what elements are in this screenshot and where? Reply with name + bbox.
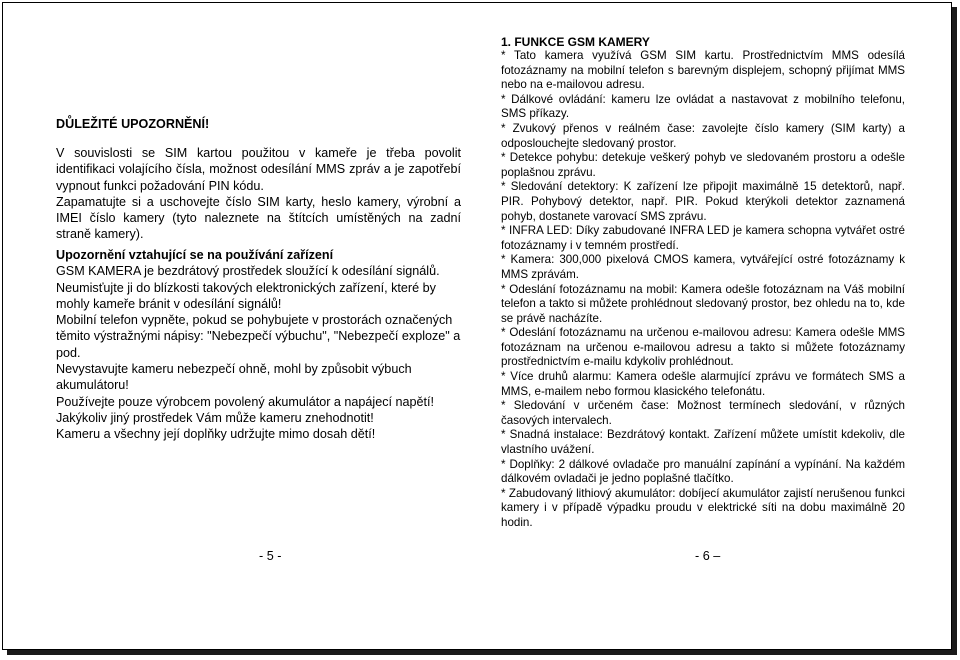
- page-left: [56, 3, 461, 649]
- feature-item: * INFRA LED: Díky zabudované INFRA LED je kamera schopna vytvářet ostré fotozáznamy i v temném prostředí.: [501, 224, 905, 252]
- warnings-heading: Upozornění vztahující se na používání zařízení: [56, 248, 334, 262]
- feature-item: * Dálkové ovládání: kameru lze ovládat a nastavovat z mobilního telefonu, SMS příkazy.: [501, 92, 905, 121]
- feature-item: * Sledování detektory: K zařízení lze připojit maximálně 15 detektorů, např. PIR. Pohybový detektor, např. PIR. Pokud kterýkoli detektor zaznamená pohyb, dostanete varovací SMS zprávu.: [501, 180, 905, 223]
- page-number-right: - 6 –: [695, 549, 721, 563]
- warning-item: GSM KAMERA je bezdrátový prostředek sloužící k odesílání signálů.: [56, 264, 440, 279]
- intro-paragraph: V souvislosti se SIM kartou použitou v kameře je třeba povolit identifikaci volajícího čísla, možnost odesílání MMS zpráv a je zapotřebí vypnout funkci požadování PIN kódu.: [56, 146, 461, 193]
- features-heading: 1. FUNKCE GSM KAMERY: [501, 35, 650, 49]
- features-section: [501, 35, 905, 531]
- document-sheet: [2, 2, 952, 650]
- intro-paragraph: Zapamatujte si a uschovejte číslo SIM karty, heslo kamery, výrobní a IMEI číslo kamery (tyto naleznete na štítcích umístěných na zadní straně kamery).: [56, 194, 461, 242]
- feature-item: * Odeslání fotozáznamu na určenou e-mailovou adresu: Kamera odešle MMS fotozáznam na určenou e-mailovou adresu a takto si můžete fotozáznamy prostřednictvím e-mailu kdykoliv prohlédnout.: [501, 326, 905, 369]
- feature-item: * Doplňky: 2 dálkové ovladače pro manuální zapínání a vypínání. Na každém dálkovém ovladači je jedno poplašné tlačítko.: [501, 457, 905, 486]
- feature-item: * Kamera: 300,000 pixelová CMOS kamera, vytvářející ostré fotozáznamy k MMS zprávám.: [501, 253, 905, 281]
- warning-item: Mobilní telefon vypněte, pokud se pohybujete v prostorách označených těmito výstražnými nápisy: "Nebezpečí výbuchu", "Nebezpečí exploze" a pod.: [56, 313, 461, 360]
- feature-item: * Detekce pohybu: detekuje veškerý pohyb ve sledovaném prostoru a odešle poplašnou zprávu.: [501, 151, 905, 179]
- feature-item: * Zvukový přenos v reálném čase: zavolejte číslo kamery (SIM karty) a odposlouchejte sledovaný prostor.: [501, 121, 905, 150]
- warning-item: Nevystavujte kameru nebezpečí ohně, mohl by způsobit výbuch akumulátoru!: [56, 362, 412, 393]
- page-right: [501, 3, 905, 649]
- page-number-left: - 5 -: [259, 549, 282, 563]
- feature-item: * Zabudovaný lithiový akumulátor: dobíjecí akumulátor zajistí nerušenou funkci kamery i v případě výpadku proudu v elektrické síti na dobu maximálně 20 hodin.: [501, 486, 905, 529]
- warning-item: Používejte pouze výrobcem povolený akumulátor a napájecí napětí!: [56, 394, 435, 409]
- warning-item: Neumisťujte ji do blízkosti takových elektronických zařízení, které by mohly kameře bránit v odesílání signálů!: [56, 280, 436, 311]
- important-notice-heading: DŮLEŽITÉ UPOZORNĚNÍ!: [56, 117, 210, 131]
- warning-item: Kameru a všechny její doplňky udržujte mimo dosah dětí!: [56, 427, 376, 442]
- feature-item: * Více druhů alarmu: Kamera odešle alarmující zprávu ve formátech SMS a MMS, e-mailem nebo formou klasického telefonátu.: [501, 370, 905, 398]
- usage-warnings: [56, 247, 461, 443]
- feature-item: * Sledování v určeném čase: Možnost termínech sledování, v různých časových intervalech.: [501, 399, 905, 427]
- feature-item: * Snadná instalace: Bezdrátový kontakt. Zařízení můžete umístit kdekoliv, dle vlastního uvážení.: [501, 428, 905, 457]
- feature-item: * Odeslání fotozáznamu na mobil: Kamera odešle fotozáznam na Váš mobilní telefon a takto si můžete prohlédnout sledovaný prostor, bez ohledu na to, kde se právě nacházíte.: [501, 282, 905, 325]
- feature-item: * Tato kamera využívá GSM SIM kartu. Prostřednictvím MMS odesílá fotozáznamy na mobilní telefon s barevným displejem, schopný přijímat MMS nebo na e-mailovou adresu.: [501, 49, 905, 92]
- left-intro: [56, 145, 461, 243]
- warning-item: Jakýkoliv jiný prostředek Vám může kameru znehodnotit!: [56, 410, 374, 425]
